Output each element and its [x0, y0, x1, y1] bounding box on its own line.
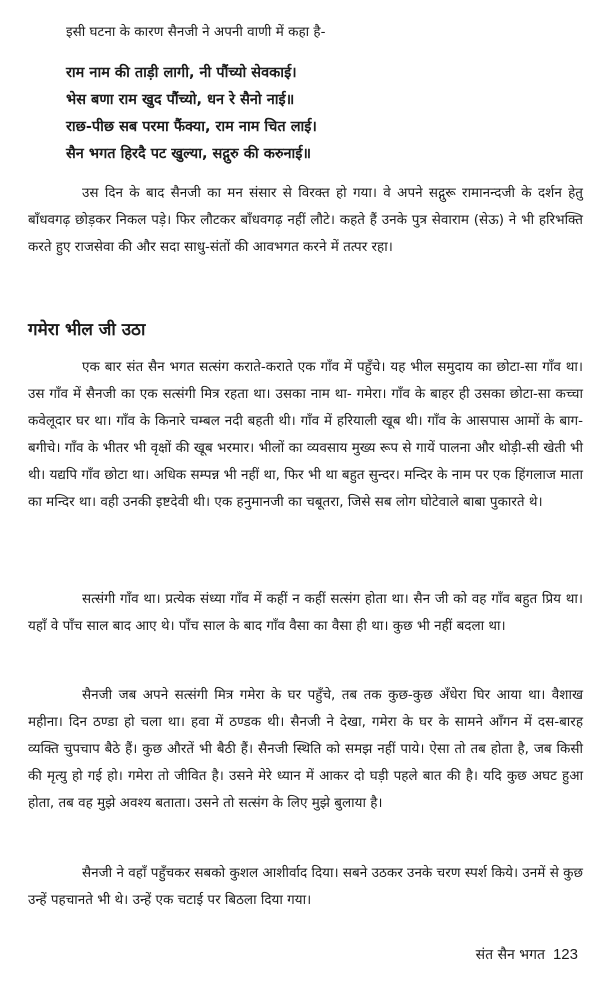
paragraph-3: सत्संगी गाँव था। प्रत्येक संध्या गाँव में कहीं न कहीं सत्संग होता था। सैन जी को वह गाँव बहुत प्रिय था। यहाँ वे पाँच साल बाद आए थे। पाँच साल के बाद गाँव वैसा का वैसा ही था। कुछ भी नहीं बदला था।	[28, 591, 583, 634]
paragraph-4: सैनजी जब अपने सत्संगी मित्र गमेरा के घर पहुँचे, तब तक कुछ-कुछ अँधेरा घिर आया था। वैशाख महीना। दिन ठण्डा हो चला था। हवा में ठण्डक थी। सैनजी ने देखा, गमेरा के घर के सामने आँगन में दस-बारह व्यक्ति चुपचाप बैठे हैं। कुछ औरतें भी बैठी हैं। सैनजी स्थिति को समझ नहीं पाये। ऐसा तो तब होता है, जब किसी की मृत्यु हो गई हो। गमेरा तो जीवित है। उसने मेरे ध्यान में आकर दो घड़ी पहले बात की है। यदि कुछ अघट हुआ होता, तब वह मुझे अवश्य बताता। उसने तो सत्संग के लिए मुझे बुलाया है।	[28, 687, 583, 811]
section-heading: गमेरा भील जी उठा	[28, 320, 146, 340]
paragraph-5: सैनजी ने वहाँ पहुँचकर सबको कुशल आशीर्वाद दिया। सबने उठकर उनके चरण स्पर्श किये। उनमें से कुछ उन्हें पहचानते भी थे। उन्हें एक चटाई पर बिठला दिया गया।	[28, 865, 583, 908]
verse-line: भेस बणा राम खुद पौंच्यो, धन रे सैनो नाई॥	[66, 92, 295, 108]
paragraph-1: उस दिन के बाद सैनजी का मन संसार से विरक्त हो गया। वे अपने सद्गुरू रामानन्दजी के दर्शन हेतु बाँधवगढ़ छोड़कर निकल पड़े। फिर लौटकर बाँधवगढ़ नहीं लौटे। कहते हैं उनके पुत्र सेवाराम (सेऊ) ने भी हरिभक्ति करते हुए राजसेवा की और सदा साधु-संतों की आवभगत करने में तत्पर रहा।	[28, 185, 583, 255]
intro-line: इसी घटना के कारण सैनजी ने अपनी वाणी में कहा है-	[66, 24, 326, 40]
paragraph-2: एक बार संत सैन भगत सत्संग कराते-कराते एक गाँव में पहुँचे। यह भील समुदाय का छोटा-सा गाँव था। उस गाँव में सैनजी का एक सत्संगी मित्र रहता था। उसका नाम था- गमेरा। गाँव के बाहर ही उसका छोटा-सा कच्चा कवेलूदार घर था। गाँव के किनारे चम्बल नदी बहती थी। गाँव में हरियाली खूब थी। गाँव के आसपास आमों के बाग-बगीचे। गाँव के भीतर भी वृक्षों की खूब भरमार। भीलों का व्यवसाय मुख्य रूप से गायें पालना और थोड़ी-सी खेती भी थी। यद्यपि गाँव छोटा था। अधिक सम्पन्न भी नहीं था, फिर भी था बहुत सुन्दर। मन्दिर के नाम पर एक हिंगलाज माता का मन्दिर था। वही उनकी इष्टदेवी थी। एक हनुमानजी का चबूतरा, जिसे सब लोग घोटेवाले बाबा पुकारते थे।	[28, 359, 583, 510]
page-footer	[476, 944, 578, 966]
verse-line: सैन भगत हिरदै पट खुल्या, सद्गुरु की करुनाई॥	[66, 146, 312, 162]
verse-line: राम नाम की ताड़ी लागी, नी पौंच्यो सेवकाई।	[66, 65, 297, 81]
page-number: 123	[552, 946, 578, 963]
verse-line: राछ-पीछ सब परमा फैंक्या, राम नाम चित लाई।	[66, 119, 317, 135]
verse-block	[66, 60, 576, 168]
running-title: संत सैन भगत	[475, 947, 545, 963]
